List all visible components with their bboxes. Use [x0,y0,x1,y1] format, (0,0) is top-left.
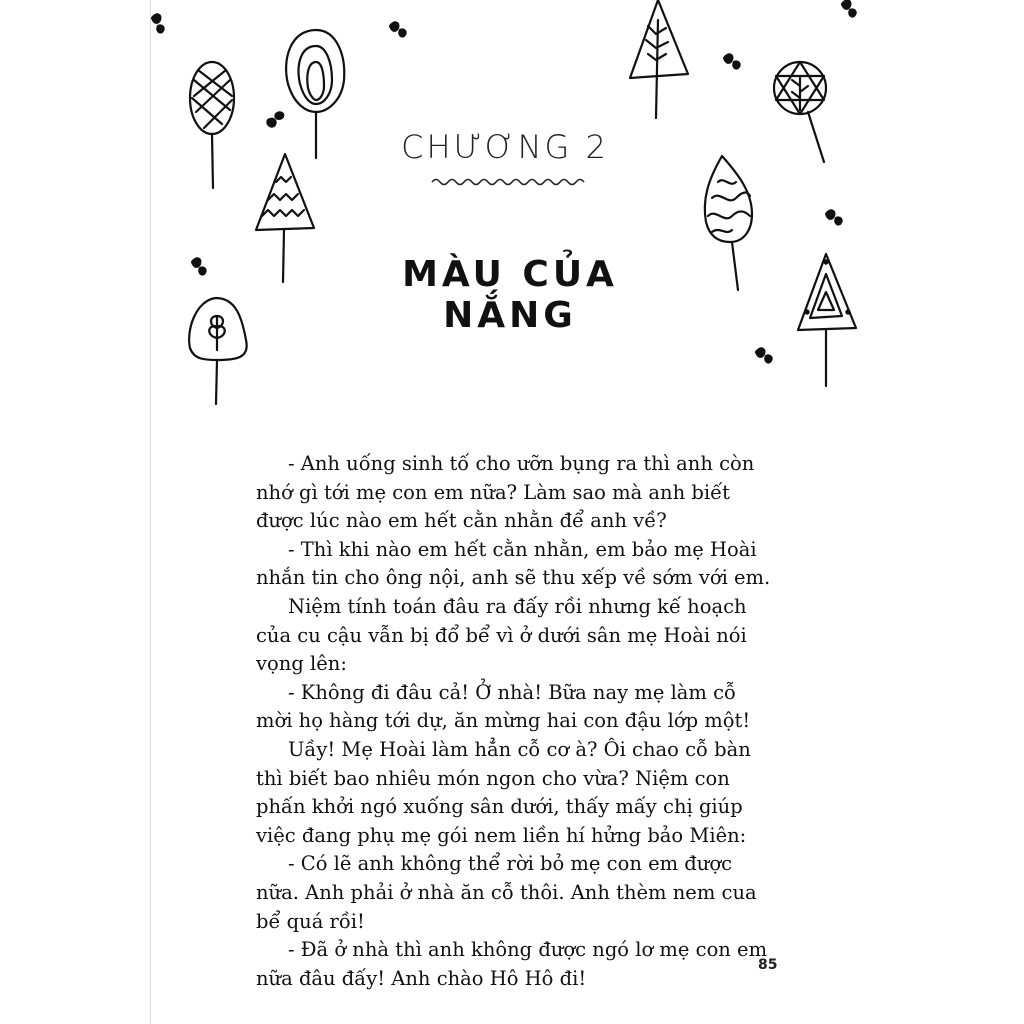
tree-doodle-icon [774,62,826,162]
tree-doodle-icon [256,154,314,282]
tree-doodle-icon [286,30,344,158]
page-number: 85 [758,957,778,973]
body-text [256,450,776,993]
paragraph: - Thì khi nào em hết cằn nhằn, em bảo mẹ Hoài nhắn tin cho ông nội, anh sẽ thu xếp về sớm với em. [256,537,771,590]
paragraph: Uầy! Mẹ Hoài làm hẳn cỗ cơ à? Ôi chao cỗ bàn thì biết bao nhiêu món ngon cho vừa? Niệm con phấn khởi ngó xuống sân dưới, thấy mấy chị giúp việc đang phụ mẹ gói nem liền hí hửng bảo Miên: [256,737,751,847]
tree-doodle-icon [705,156,752,290]
paragraph: - Có lẽ anh không thể rời bỏ mẹ con em được nữa. Anh phải ở nhà ăn cỗ thôi. Anh thèm nem cua bể quá rồi! [256,852,757,933]
tree-doodle-icon [630,0,688,118]
tree-doodles [0,0,1024,420]
tree-doodle-icon [798,254,856,386]
tree-doodle-icon [189,298,247,404]
paragraph: - Anh uống sinh tố cho ưỡn bụng ra thì anh còn nhớ gì tới mẹ con em nữa? Làm sao mà anh biết được lúc nào em hết cằn nhằn để anh về? [256,452,755,533]
paragraph: Niệm tính toán đâu ra đấy rồi nhưng kế hoạch của cu cậu vẫn bị đổ bể vì ở dưới sân mẹ Hoài nói vọng lên: [256,594,747,676]
wave-divider-icon [430,176,586,188]
chapter-label: CHƯƠNG 2 [401,128,609,166]
paragraph: - Đã ở nhà thì anh không được ngó lơ mẹ con em nữa đâu đấy! Anh chào Hô Hô đi! [256,938,768,990]
tree-doodle-icon [190,62,234,188]
chapter-title: MÀU CỦA NẮNG [402,254,618,336]
paragraph: - Không đi đâu cả! Ở nhà! Bữa nay mẹ làm cỗ mời họ hàng tới dự, ăn mừng hai con đậu lớp một! [256,680,751,733]
